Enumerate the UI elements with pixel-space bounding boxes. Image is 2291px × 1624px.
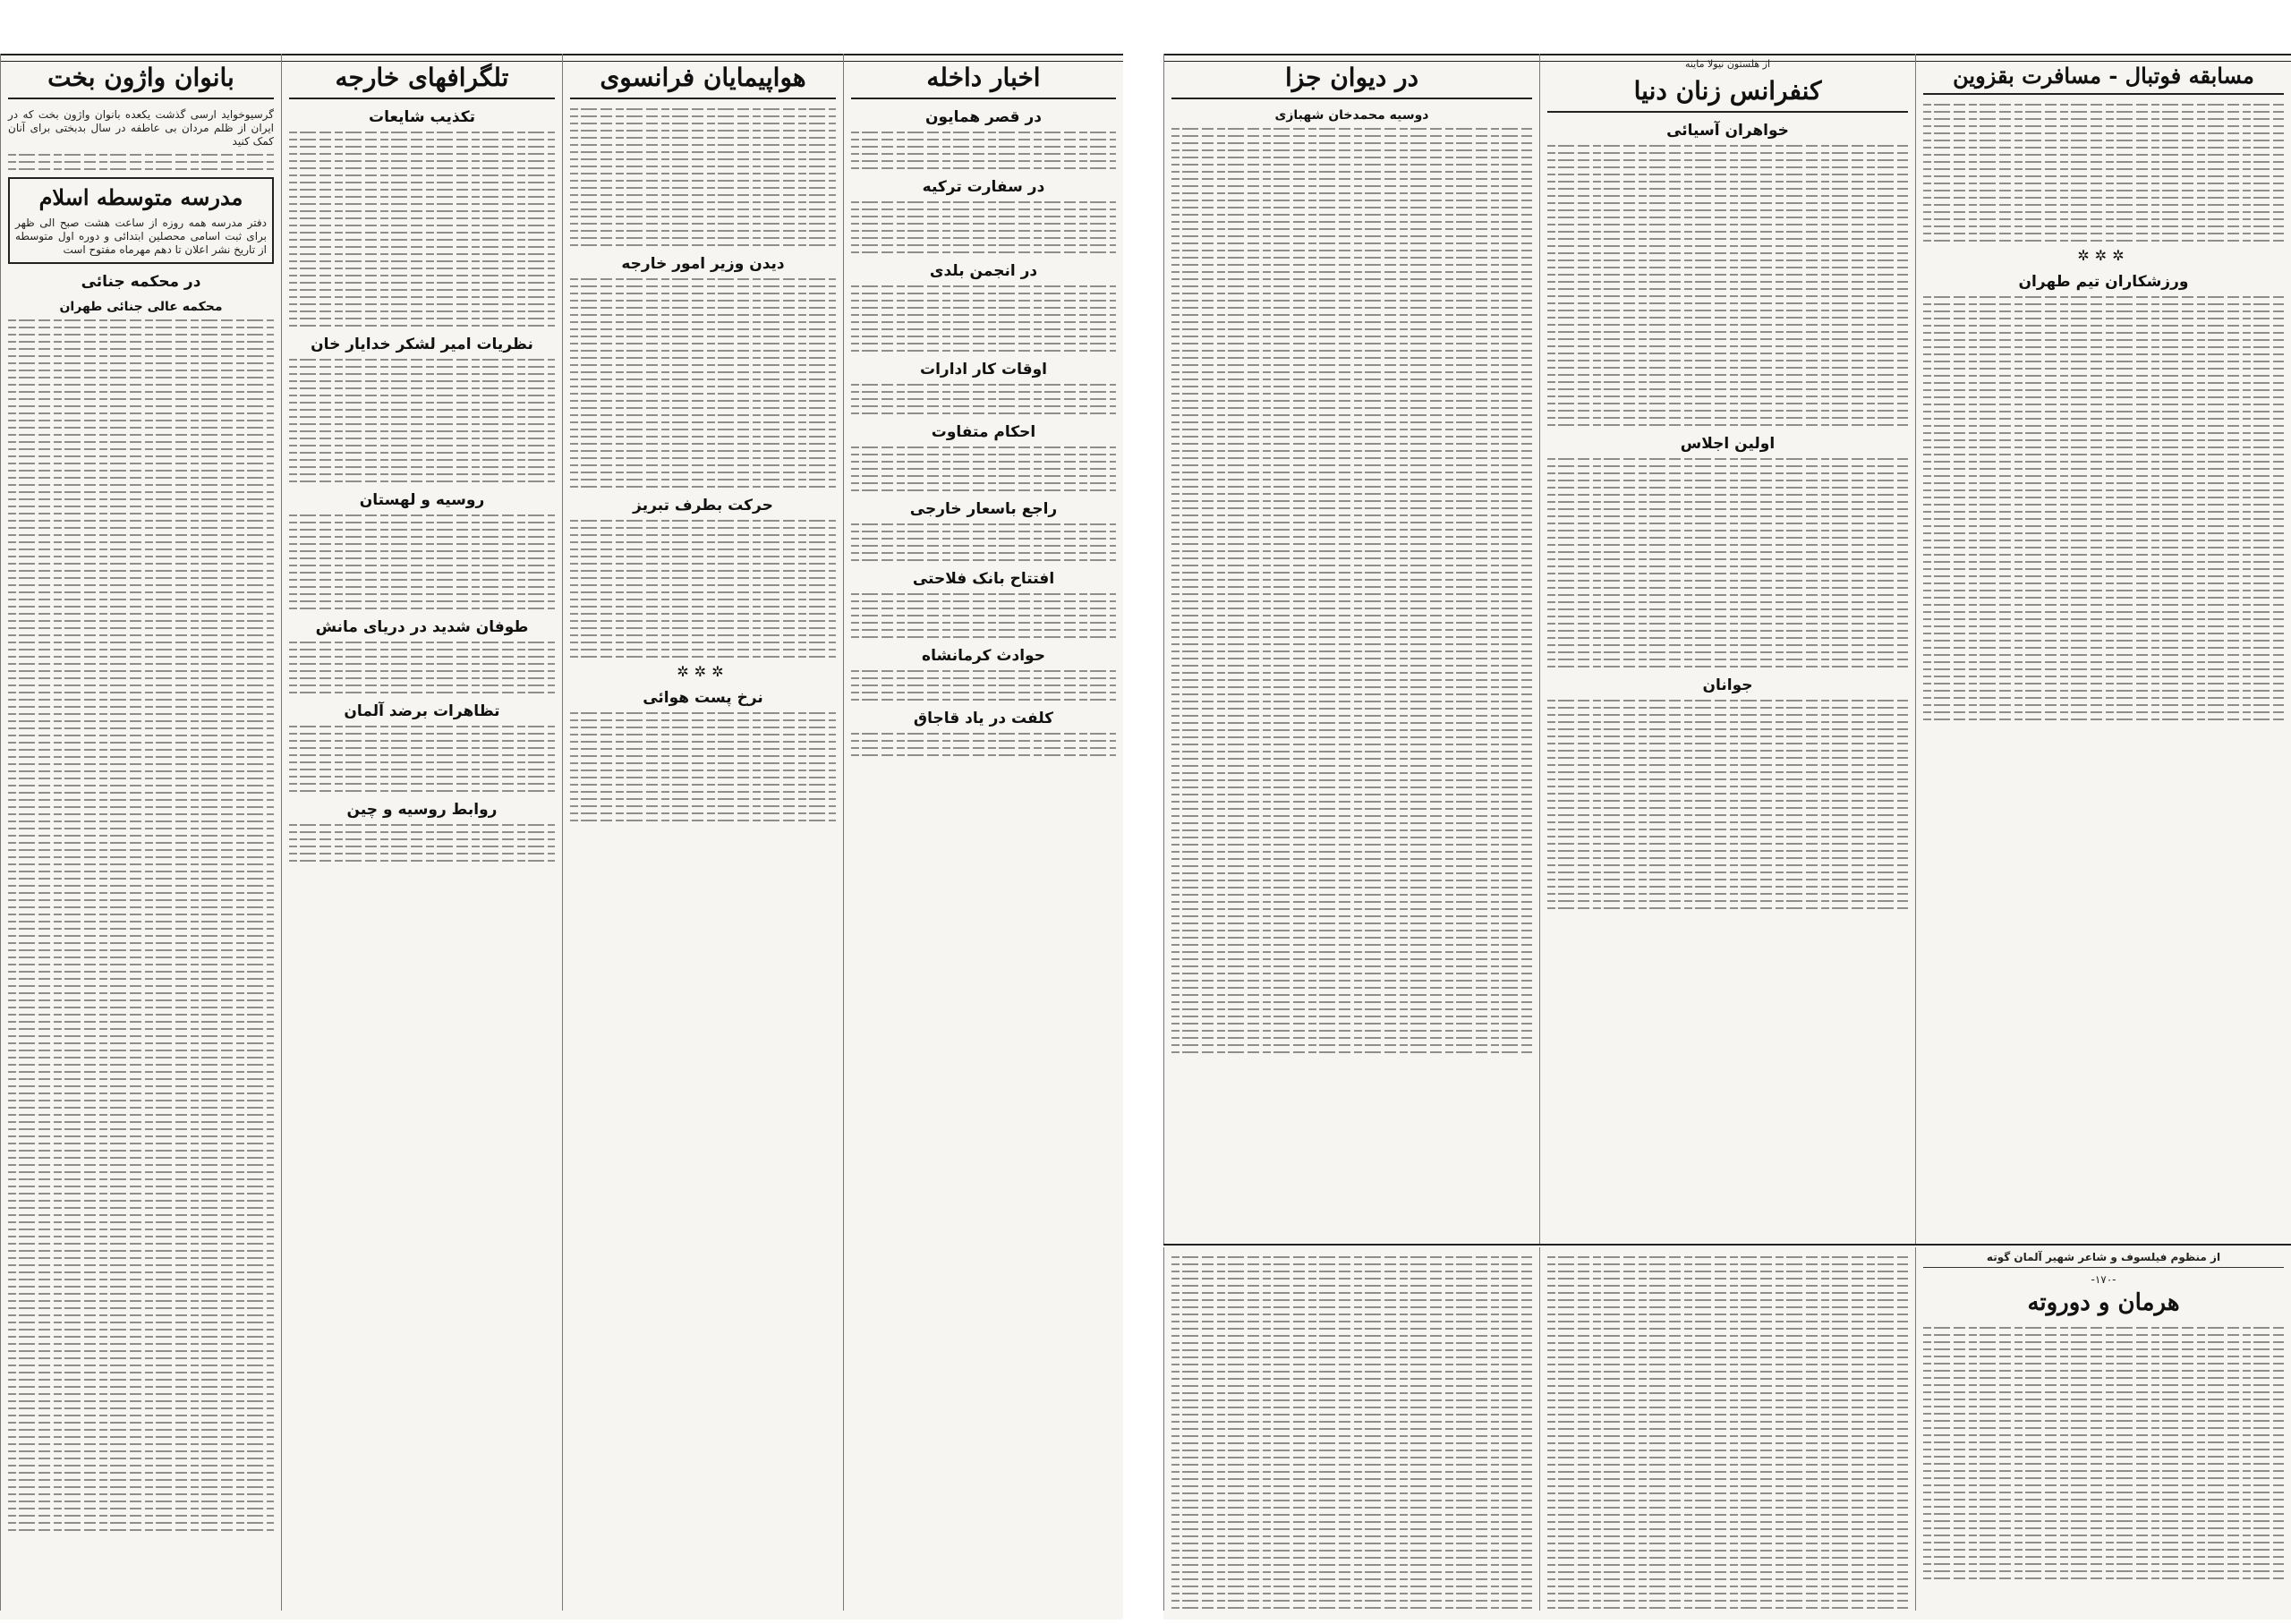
- serial-title: هرمان و دوروته: [2027, 1289, 2180, 1316]
- left-newspaper-page: [0, 54, 1123, 1620]
- aviators-item-title: دیدن وزیر امور خارجه: [621, 254, 785, 273]
- column-women-conference: [1539, 54, 1915, 1244]
- telegram-item-title: نظریات امیر لشکر خدایار خان: [311, 335, 533, 353]
- text-block: [289, 726, 555, 792]
- column-title-football: مسابقه فوتبال - مسافرت بقزوین: [1923, 64, 2284, 95]
- news-item-title: افتتاح بانک فلاحتی: [912, 569, 1055, 588]
- school-notice: دفتر مدرسه همه روزه از ساعت هشت صبح الی ظهر برای ثبت اسامی محصلین ابتدائی و دوره اول متوسطه از تاریخ نشر اعلان تا دهم مهرماه مفتوح است: [15, 217, 267, 257]
- column-title-telegrams: تلگرافهای خارجه: [289, 64, 555, 99]
- text-block: [8, 154, 274, 170]
- news-item-title: احکام متفاوت: [931, 422, 1036, 441]
- text-block: [851, 593, 1116, 638]
- column-title-aviators: هواپیمایان فرانسوی: [570, 64, 836, 99]
- court-title: در محکمه جنائی: [81, 273, 201, 292]
- text-block: [1923, 296, 2284, 720]
- text-block: [1547, 1256, 1908, 1609]
- football-item-title: ورزشکاران تیم طهران: [2018, 273, 2189, 292]
- court-subtitle: محکمه عالی جنائی طهران: [59, 300, 223, 315]
- text-block: [289, 514, 555, 609]
- column-french-aviators: [562, 54, 843, 1611]
- telegram-item-title: روابط روسیه و چین: [346, 800, 498, 819]
- text-block: [851, 446, 1116, 491]
- text-block: [1923, 104, 2284, 242]
- column-title-women: بانوان واژون بخت: [8, 64, 274, 99]
- news-item-title: راجع باسعار خارجی: [909, 499, 1058, 518]
- text-block: [570, 108, 836, 246]
- telegram-item-title: تکذیب شایعات: [369, 107, 475, 126]
- page-gutter: [1123, 0, 1163, 1624]
- column-women-school: [0, 54, 281, 1611]
- text-block: [8, 319, 274, 1531]
- telegram-item-title: طوفان شدید در دریای مانش: [315, 617, 529, 636]
- column-title-court: در دیوان جزا: [1171, 64, 1532, 99]
- serial-column-b: [1539, 1247, 1915, 1611]
- column-football-match: [1915, 54, 2291, 1244]
- text-block: [570, 520, 836, 658]
- text-block: [289, 642, 555, 693]
- right-newspaper-page: [1163, 54, 2291, 1620]
- text-block: [1171, 128, 1532, 1053]
- column-domestic-news: [843, 54, 1123, 1611]
- school-title: مدرسه متوسطه اسلام: [38, 183, 243, 210]
- court-case-subtitle: دوسیه محمدخان شهبازی: [1274, 107, 1429, 123]
- text-block: [851, 733, 1116, 756]
- airmail-rates-title: نرخ پست هوائی: [643, 688, 763, 707]
- column-lead-women: گرسیوخواید ارسی گذشت یکعده بانوان واژون بخت که در ایران از ظلم مردان بی عاطفه در سال بدبختی برای آنان کمک کنید: [8, 107, 274, 148]
- text-block: [570, 278, 836, 488]
- telegram-item-title: تظاهرات برضد آلمان: [344, 701, 500, 720]
- text-block: [851, 523, 1116, 561]
- serial-divider: [1163, 1244, 2291, 1246]
- conference-item-title: اولین اجلاس: [1680, 434, 1776, 453]
- news-item-title: کلفت در یاد قاجاق: [913, 709, 1054, 727]
- telegram-item-title: روسیه و لهستان: [359, 490, 485, 509]
- aviators-item-title: حرکت بطرف تبریز: [633, 496, 773, 514]
- text-block: [289, 824, 555, 862]
- conference-item-title: خواهران آسیائی: [1666, 121, 1789, 140]
- column-title-conference: کنفرانس زنان دنیا: [1547, 78, 1908, 113]
- text-block: [289, 132, 555, 327]
- serial-column-a: [1163, 1247, 1539, 1611]
- header-strip: از هلستون نیولا ماینه: [1684, 58, 1771, 70]
- text-block: [851, 670, 1116, 701]
- stars-ornament-icon: ✲✲✲: [2077, 247, 2130, 265]
- text-block: [1547, 458, 1908, 667]
- text-block: [1923, 1327, 2284, 1579]
- serial-number: -۱۷۰-: [2091, 1273, 2116, 1286]
- news-item-title: در سفارت ترکیه: [922, 177, 1045, 196]
- text-block: [851, 285, 1116, 352]
- text-block: [289, 359, 555, 482]
- column-foreign-telegrams: [281, 54, 562, 1611]
- news-item-title: اوقات کار ادارات: [920, 360, 1047, 378]
- news-item-title: در قصر همایون: [925, 107, 1042, 126]
- column-criminal-court: [1163, 54, 1539, 1244]
- text-block: [1171, 1256, 1532, 1609]
- news-item-title: در انجمن بلدی: [929, 261, 1038, 280]
- text-block: [851, 132, 1116, 169]
- serial-column-c: [1915, 1247, 2291, 1611]
- stars-ornament-icon: ✲✲✲: [677, 662, 729, 680]
- text-block: [570, 712, 836, 821]
- conference-item-title: جوانان: [1702, 676, 1753, 694]
- text-block: [1547, 700, 1908, 909]
- serial-header: از منظوم فیلسوف و شاعر شهیر آلمان گوته: [1923, 1251, 2284, 1268]
- news-item-title: حوادث کرمانشاه: [922, 646, 1045, 665]
- text-block: [851, 384, 1116, 414]
- text-block: [851, 201, 1116, 253]
- school-advert: [8, 177, 274, 264]
- column-title-domestic: اخبار داخله: [851, 64, 1116, 99]
- text-block: [1547, 145, 1908, 426]
